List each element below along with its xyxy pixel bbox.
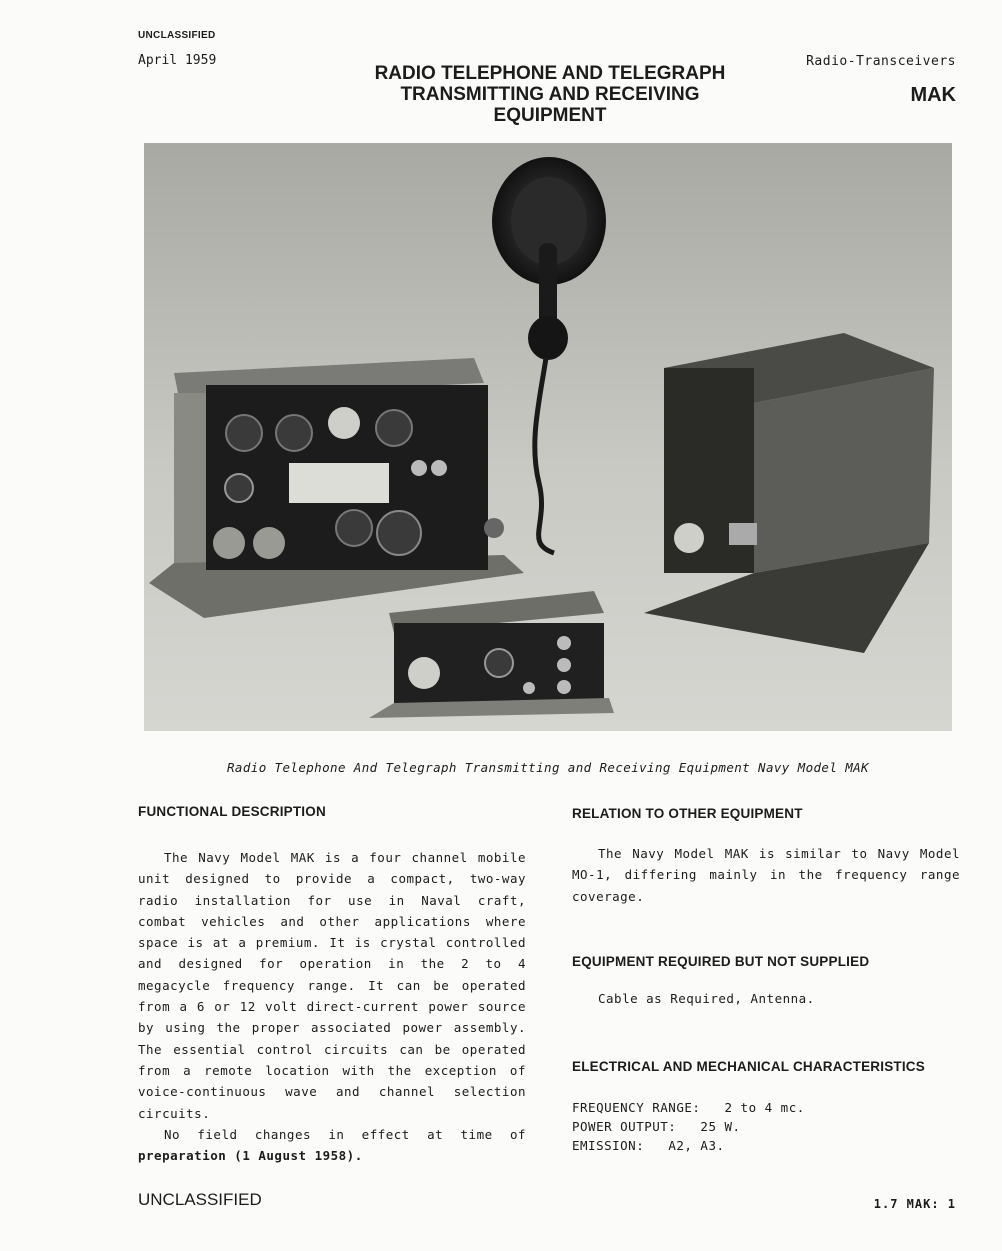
functional-description-body [138,847,526,1166]
characteristics-heading: ELECTRICAL AND MECHANICAL CHARACTERISTICS [572,1059,925,1074]
spec-row-emission [572,1136,805,1155]
spec-row-frequency [572,1098,805,1117]
characteristics-list [572,1098,805,1155]
field-changes-date: preparation (1 August 1958). [138,1148,363,1164]
required-heading: EQUIPMENT REQUIRED BUT NOT SUPPLIED [572,954,870,969]
top-classification: UNCLASSIFIED [138,30,216,41]
transceiver-unit-icon [149,358,524,618]
field-changes-lead: No field changes in effect at time of [164,1126,526,1142]
equipment-photo [144,143,952,731]
spec-value: 25 W. [700,1119,741,1134]
relation-heading: RELATION TO OTHER EQUIPMENT [572,806,803,821]
bottom-classification: UNCLASSIFIED [138,1190,262,1209]
photo-caption: Radio Telephone And Telegraph Transmitting and Receiving Equipment Navy Model MAK [227,760,869,775]
power-supply-icon [644,333,934,653]
required-body: Cable as Required, Antenna. [598,991,815,1006]
spec-row-power [572,1117,805,1136]
functional-description-heading: FUNCTIONAL DESCRIPTION [138,804,326,819]
spec-value: 2 to 4 mc. [724,1100,805,1115]
relation-body [572,843,960,907]
page-reference: 1.7 MAK: 1 [873,1197,956,1211]
spec-label: POWER OUTPUT: [572,1119,677,1134]
functional-description-paragraph: The Navy Model MAK is a four channel mobile unit designed to provide a compact, two-way radio installation for use in Naval craft, combat vehicles and other applications where space is at a premium. It is crystal controlled and designed for operation in the 2 to 4 megacycle frequency range. It can be operated from a 6 or 12 volt direct-current power source by using the proper associated power assembly. The essential control circuits can be operated from a remote location with the exception of voice-continuous wave and channel selection circuits. [138,850,526,1121]
spec-label: FREQUENCY RANGE: [572,1100,701,1115]
publication-date: April 1959 [138,53,217,68]
field-changes-note [138,1124,526,1167]
equipment-photo-illustration [144,143,952,731]
equipment-category: Radio-Transceivers [806,54,956,69]
title-line: RADIO TELEPHONE AND TELEGRAPH [374,63,726,84]
title-line: EQUIPMENT [493,105,607,126]
spec-label: EMISSION: [572,1138,645,1153]
relation-paragraph: The Navy Model MAK is similar to Navy Model MO-1, differing mainly in the frequency range coverage. [572,846,960,904]
title-line: TRANSMITTING AND RECEIVING [400,84,700,105]
page-title [300,63,800,126]
model-designation: MAK [910,84,956,106]
spec-value: A2, A3. [668,1138,725,1153]
